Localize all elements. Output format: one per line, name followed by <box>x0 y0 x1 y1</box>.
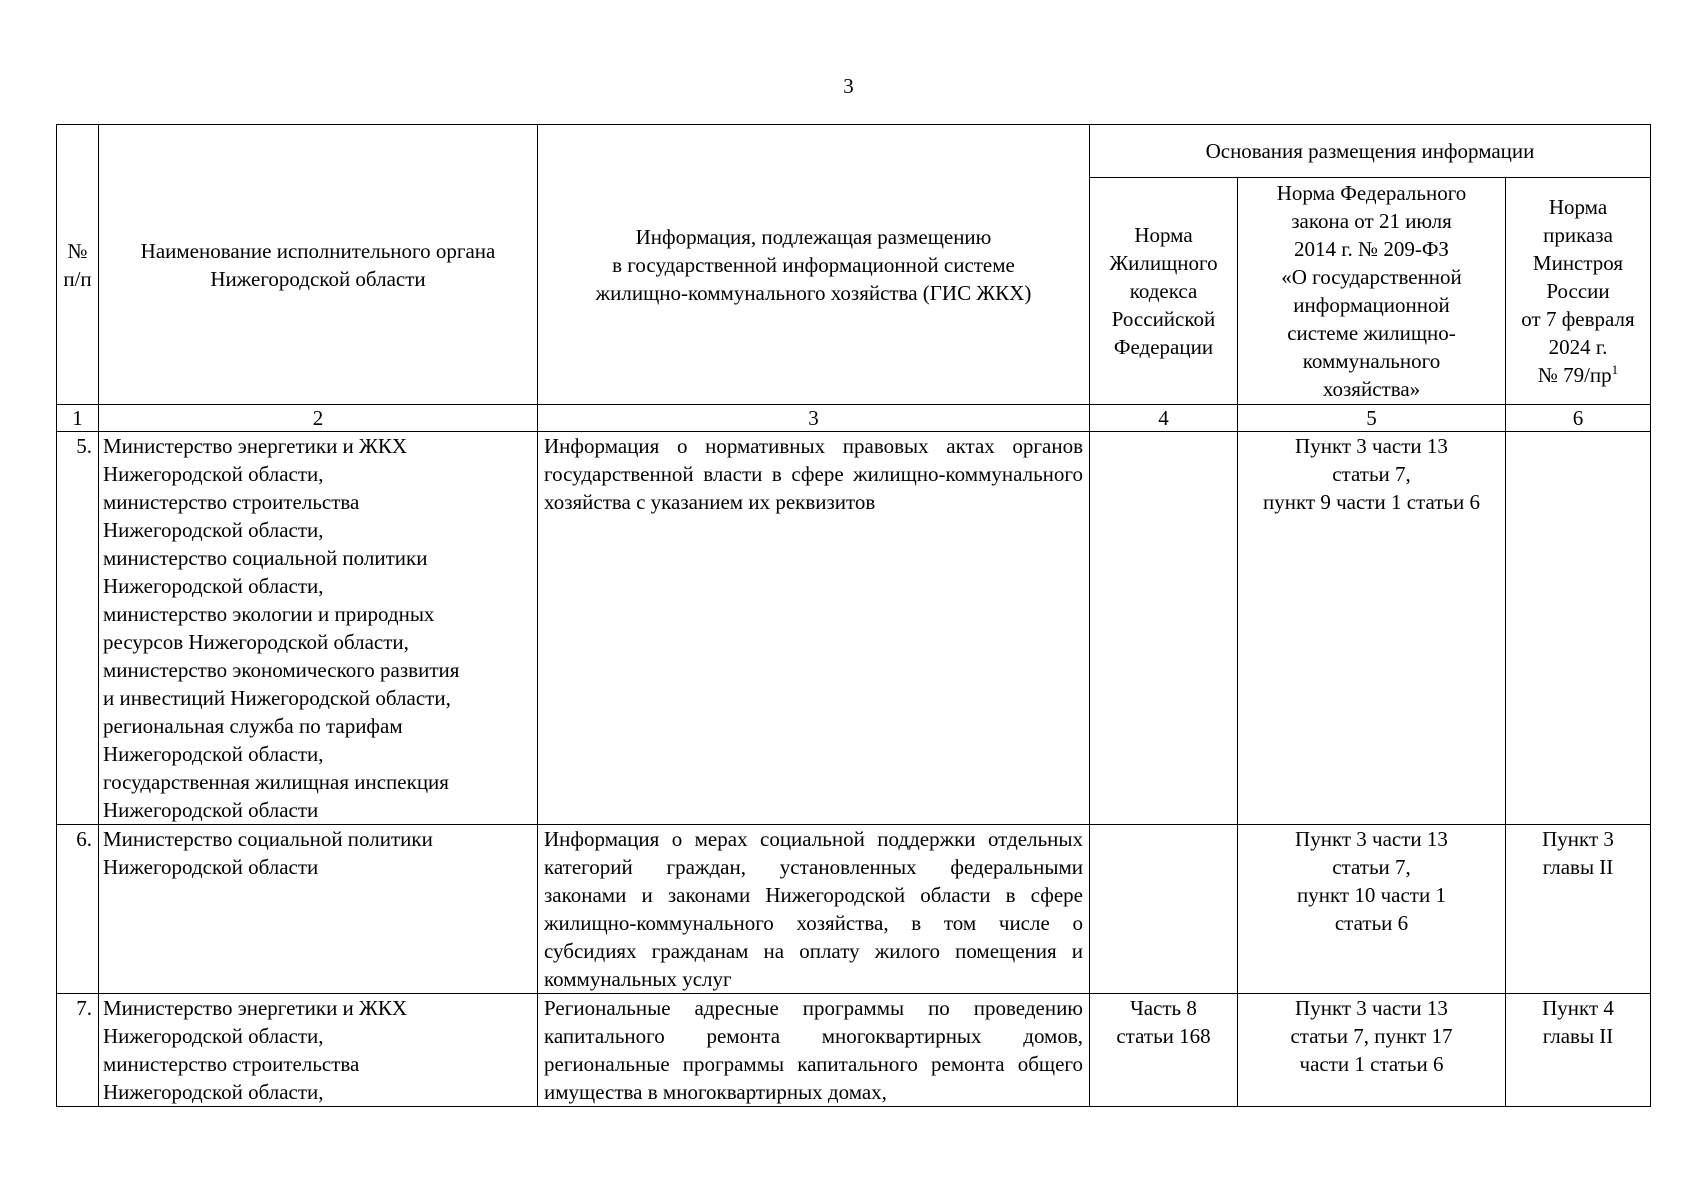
column-number: 1 <box>57 405 99 432</box>
header-row-1 <box>57 125 1651 178</box>
information-cell: Информация о мерах социальной поддержки отдельных категорий граждан, установленных федеральными законами и законами Нижегородской области в сфере жилищно-коммунального хозяйства, в том числе о субсидиях гражданам на оплату жилого помещения и коммунальных услуг <box>538 825 1090 994</box>
row-number: 7. <box>57 994 99 1107</box>
information-cell: Региональные адресные программы по проведению капитального ремонта многоквартирных домов, региональные программы капитального ремонта общего имущества в многоквартирных домах, <box>538 994 1090 1107</box>
column-number: 5 <box>1238 405 1506 432</box>
federal-law-cell: Пункт 3 части 13 статьи 7, пункт 10 части 1 статьи 6 <box>1238 825 1506 994</box>
column-number: 4 <box>1090 405 1238 432</box>
header-placement-basis: Основания размещения информации <box>1090 125 1651 178</box>
header-minstroy-order <box>1506 178 1651 405</box>
executive-body-cell: Министерство энергетики и ЖКХ Нижегородской области, министерство строительства Нижегородской области, <box>99 994 538 1107</box>
column-number: 3 <box>538 405 1090 432</box>
row-number: 5. <box>57 432 99 825</box>
information-cell: Информация о нормативных правовых актах органов государственной власти в сфере жилищно-коммунального хозяйства с указанием их реквизитов <box>538 432 1090 825</box>
header-information: Информация, подлежащая размещению в государственной информационной системе жилищно-коммунального хозяйства (ГИС ЖКХ) <box>538 125 1090 405</box>
housing-code-cell <box>1090 432 1238 825</box>
housing-code-cell: Часть 8 статьи 168 <box>1090 994 1238 1107</box>
table-row <box>57 432 1651 825</box>
column-number: 2 <box>99 405 538 432</box>
header-number: № п/п <box>57 125 99 405</box>
row-number: 6. <box>57 825 99 994</box>
federal-law-cell: Пункт 3 части 13 статьи 7, пункт 17 части 1 статьи 6 <box>1238 994 1506 1107</box>
table-row <box>57 994 1651 1107</box>
minstroy-order-cell: Пункт 4 главы II <box>1506 994 1651 1107</box>
executive-body-cell: Министерство энергетики и ЖКХ Нижегородской области, министерство строительства Нижегородской области, министерство социальной политики Нижегородской области, министерство экологии и природных ресурсов Нижегородской области, министерство экономического развития и инвестиций Нижегородской области, региональная служба по тарифам Нижегородской области, государственная жилищная инспекция Нижегородской области <box>99 432 538 825</box>
minstroy-order-cell: Пункт 3 главы II <box>1506 825 1651 994</box>
table-row <box>57 825 1651 994</box>
executive-body-cell: Министерство социальной политики Нижегородской области <box>99 825 538 994</box>
information-placement-table <box>56 124 1651 1107</box>
column-number-row <box>57 405 1651 432</box>
column-number: 6 <box>1506 405 1651 432</box>
header-executive-body: Наименование исполнительного органа Нижегородской области <box>99 125 538 405</box>
federal-law-cell: Пункт 3 части 13 статьи 7, пункт 9 части 1 статьи 6 <box>1238 432 1506 825</box>
minstroy-order-cell <box>1506 432 1651 825</box>
footnote-marker: 1 <box>1611 362 1619 377</box>
header-federal-law: Норма Федерального закона от 21 июля 2014 г. № 209-ФЗ «О государственной информационной системе жилищно- коммунального хозяйства» <box>1238 178 1506 405</box>
page-number: 3 <box>843 74 854 98</box>
header-minstroy-text: Норма приказа Минстроя России от 7 февраля 2024 г. № 79/пр <box>1521 195 1635 387</box>
header-housing-code: Норма Жилищного кодекса Российской Федерации <box>1090 178 1238 405</box>
housing-code-cell <box>1090 825 1238 994</box>
